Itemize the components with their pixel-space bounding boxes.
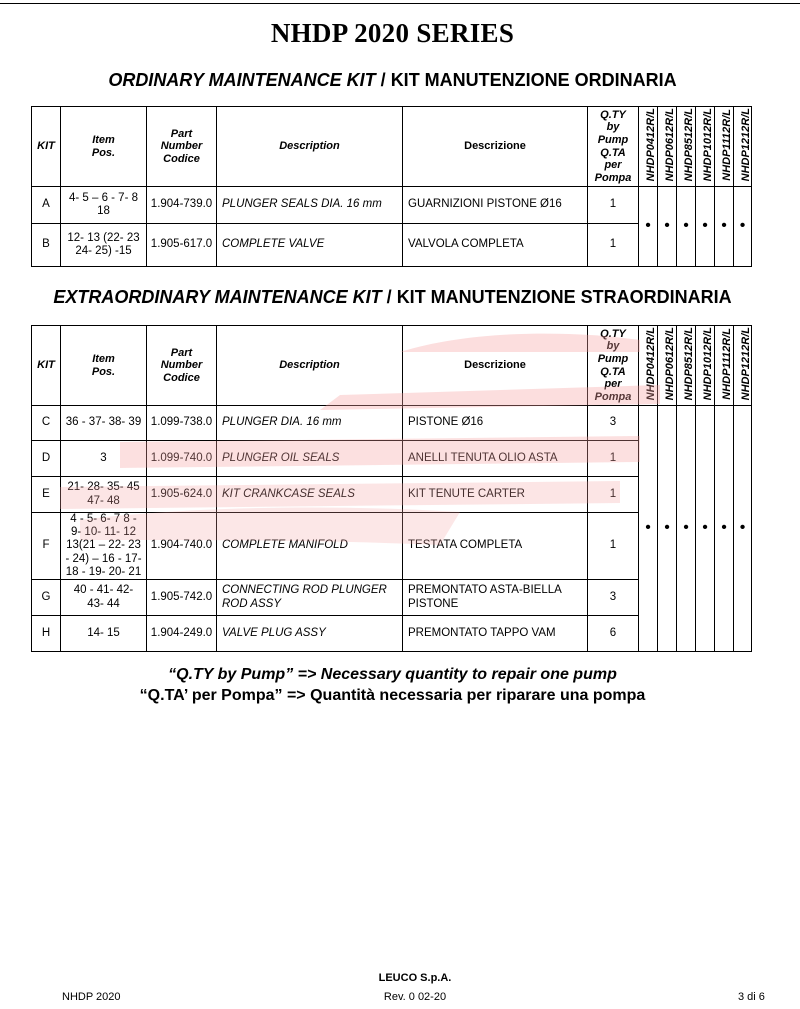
item-positions: 14- 15 bbox=[61, 616, 147, 652]
header-model-1012: NHDP1012R/L bbox=[696, 107, 715, 187]
header-descrizione: Descrizione bbox=[403, 326, 588, 406]
header-item: Item Pos. bbox=[61, 326, 147, 406]
footer-doc-name: NHDP 2020 bbox=[62, 991, 121, 1003]
applicability-dot: • bbox=[696, 187, 715, 267]
applicability-dot: • bbox=[639, 406, 658, 652]
part-code: 1.099-740.0 bbox=[147, 441, 217, 477]
document-title: NHDP 2020 SERIES bbox=[270, 18, 515, 48]
applicability-dot: • bbox=[677, 406, 696, 652]
applicability-dot: • bbox=[696, 406, 715, 652]
header-model-0412: NHDP0412R/L bbox=[639, 326, 658, 406]
ordinary-title-sep: / bbox=[375, 70, 391, 90]
quantity: 1 bbox=[588, 513, 639, 580]
part-code: 1.904-740.0 bbox=[147, 513, 217, 580]
top-rule bbox=[0, 3, 800, 4]
extraordinary-section-title bbox=[0, 287, 785, 308]
item-positions: 3 bbox=[61, 441, 147, 477]
table-row bbox=[32, 187, 752, 224]
header-descrizione: Descrizione bbox=[403, 107, 588, 187]
part-code: 1.904-249.0 bbox=[147, 616, 217, 652]
table-header-row bbox=[32, 107, 752, 187]
ordinary-title-en: ORDINARY MAINTENANCE KIT bbox=[108, 70, 376, 90]
header-item: Item Pos. bbox=[61, 107, 147, 187]
applicability-dot: • bbox=[658, 406, 677, 652]
header-description: Description bbox=[217, 326, 403, 406]
footer-page-number: 3 di 6 bbox=[738, 991, 765, 1003]
header-model-1212: NHDP1212R/L bbox=[734, 107, 752, 187]
kit-letter: A bbox=[32, 187, 61, 224]
header-model-1112: NHDP1112R/L bbox=[715, 107, 734, 187]
header-part-number: Part Number Codice bbox=[147, 107, 217, 187]
applicability-dot: • bbox=[715, 187, 734, 267]
part-code: 1.905-617.0 bbox=[147, 224, 217, 267]
description-it: GUARNIZIONI PISTONE Ø16 bbox=[403, 187, 588, 224]
item-positions: 12- 13 (22- 23 24- 25) -15 bbox=[61, 224, 147, 267]
header-qty: Q.TY by Pump Q.TA per Pompa bbox=[588, 107, 639, 187]
description-en: VALVE PLUG ASSY bbox=[217, 616, 403, 652]
description-en: PLUNGER DIA. 16 mm bbox=[217, 406, 403, 441]
header-qty: Q.TY by Pump Q.TA per Pompa bbox=[588, 326, 639, 406]
note-qty-by-pump: “Q.TY by Pump” => Necessary quantity to repair one pump bbox=[168, 666, 617, 683]
part-code: 1.905-742.0 bbox=[147, 580, 217, 616]
footer-revision: Rev. 0 02-20 bbox=[383, 991, 447, 1003]
header-model-1012: NHDP1012R/L bbox=[696, 326, 715, 406]
header-model-0612: NHDP0612R/L bbox=[658, 326, 677, 406]
applicability-dot: • bbox=[734, 406, 752, 652]
description-en: CONNECTING ROD PLUNGER ROD ASSY bbox=[217, 580, 403, 616]
quantity: 1 bbox=[588, 187, 639, 224]
part-code: 1.099-738.0 bbox=[147, 406, 217, 441]
ordinary-section-title bbox=[0, 70, 785, 91]
header-model-8512: NHDP8512R/L bbox=[677, 107, 696, 187]
description-en: COMPLETE VALVE bbox=[217, 224, 403, 267]
item-positions: 36 - 37- 38- 39 bbox=[61, 406, 147, 441]
header-model-0612: NHDP0612R/L bbox=[658, 107, 677, 187]
description-it: PREMONTATO ASTA-BIELLA PISTONE bbox=[403, 580, 588, 616]
extraordinary-title-en: EXTRAORDINARY MAINTENANCE KIT bbox=[53, 287, 382, 307]
quantity: 1 bbox=[588, 441, 639, 477]
header-model-0412: NHDP0412R/L bbox=[639, 107, 658, 187]
header-model-1112: NHDP1112R/L bbox=[715, 326, 734, 406]
extraordinary-kit-table bbox=[31, 325, 752, 652]
part-code: 1.904-739.0 bbox=[147, 187, 217, 224]
header-model-8512: NHDP8512R/L bbox=[677, 326, 696, 406]
kit-letter: D bbox=[32, 441, 61, 477]
description-en: COMPLETE MANIFOLD bbox=[217, 513, 403, 580]
item-positions: 4 - 5- 6- 7 8 - 9- 10- 11- 12 13(21 – 22- 23 - 24) – 16 - 17- 18 - 19- 20- 21 bbox=[61, 513, 147, 580]
table-row bbox=[32, 406, 752, 441]
description-en: PLUNGER OIL SEALS bbox=[217, 441, 403, 477]
quantity: 1 bbox=[588, 224, 639, 267]
description-it: PREMONTATO TAPPO VAM bbox=[403, 616, 588, 652]
kit-letter: F bbox=[32, 513, 61, 580]
kit-letter: G bbox=[32, 580, 61, 616]
part-code: 1.905-624.0 bbox=[147, 477, 217, 513]
header-kit: KIT bbox=[32, 326, 61, 406]
header-kit: KIT bbox=[32, 107, 61, 187]
quantity: 1 bbox=[588, 477, 639, 513]
item-positions: 4- 5 – 6 - 7- 8 18 bbox=[61, 187, 147, 224]
description-it: VALVOLA COMPLETA bbox=[403, 224, 588, 267]
quantity: 3 bbox=[588, 406, 639, 441]
description-it: ANELLI TENUTA OLIO ASTA bbox=[403, 441, 588, 477]
applicability-dot: • bbox=[639, 187, 658, 267]
description-it: TESTATA COMPLETA bbox=[403, 513, 588, 580]
footer-company: LEUCO S.p.A. bbox=[378, 972, 452, 984]
quantity: 6 bbox=[588, 616, 639, 652]
description-it: PISTONE Ø16 bbox=[403, 406, 588, 441]
item-positions: 40 - 41- 42- 43- 44 bbox=[61, 580, 147, 616]
applicability-dot: • bbox=[677, 187, 696, 267]
header-description: Description bbox=[217, 107, 403, 187]
extraordinary-title-it: KIT MANUTENZIONE STRAORDINARIA bbox=[396, 287, 732, 307]
kit-letter: C bbox=[32, 406, 61, 441]
kit-letter: H bbox=[32, 616, 61, 652]
item-positions: 21- 28- 35- 45 47- 48 bbox=[61, 477, 147, 513]
kit-letter: E bbox=[32, 477, 61, 513]
quantity: 3 bbox=[588, 580, 639, 616]
table-header-row bbox=[32, 326, 752, 406]
note-qta-per-pompa: “Q.TA’ per Pompa” => Quantità necessaria per riparare una pompa bbox=[139, 687, 646, 704]
header-part-number: Part Number Codice bbox=[147, 326, 217, 406]
description-en: KIT CRANKCASE SEALS bbox=[217, 477, 403, 513]
applicability-dot: • bbox=[658, 187, 677, 267]
ordinary-kit-table bbox=[31, 106, 752, 267]
ordinary-title-it: KIT MANUTENZIONE ORDINARIA bbox=[390, 70, 677, 90]
description-en: PLUNGER SEALS DIA. 16 mm bbox=[217, 187, 403, 224]
kit-letter: B bbox=[32, 224, 61, 267]
applicability-dot: • bbox=[715, 406, 734, 652]
applicability-dot: • bbox=[734, 187, 752, 267]
description-it: KIT TENUTE CARTER bbox=[403, 477, 588, 513]
extraordinary-title-sep: / bbox=[381, 287, 397, 307]
header-model-1212: NHDP1212R/L bbox=[734, 326, 752, 406]
